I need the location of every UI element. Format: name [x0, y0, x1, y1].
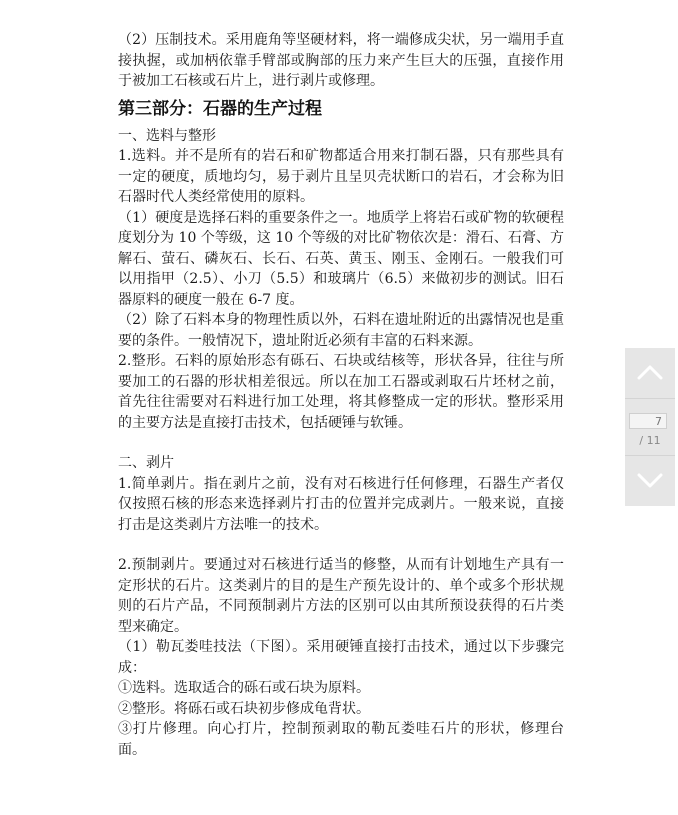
paragraph: 1.选料。并不是所有的岩石和矿物都适合用来打制石器，只有那些具有一定的硬度，质地均匀，易于剥片且呈贝壳状断口的岩石，才会称为旧石器时代人类经常使用的原料。	[118, 148, 564, 205]
next-page-button[interactable]	[625, 456, 675, 506]
document-body	[118, 30, 564, 760]
paragraph: （1）硬度是选择石料的重要条件之一。地质学上将岩石或矿物的软硬程度划分为 10 个等级，这 10 个等级的对比矿物依次是：滑石、石膏、方解石、萤石、磷灰石、长石、石英、黄玉、刚玉、金刚石。一般我们可以用指甲（2.5）、小刀（5.5）和玻璃片（6.5）来做初步的测试。旧石器原料的硬度一般在 6-7 度。	[118, 209, 564, 308]
section-heading: 第三部分：石器的生产过程	[118, 98, 322, 119]
chevron-up-icon	[637, 362, 663, 382]
previous-page-button[interactable]	[625, 348, 675, 398]
current-page-input[interactable]: 7	[629, 413, 667, 429]
subsection-heading: 二、剥片	[118, 455, 174, 471]
spacer	[118, 535, 564, 555]
list-item: ③打片修理。向心打片，控制预剥取的勒瓦娄哇石片的形状，修理台面。	[118, 721, 564, 758]
page-indicator	[625, 398, 675, 456]
spacer	[118, 433, 564, 453]
chevron-down-icon	[637, 470, 663, 490]
paragraph: 1.简单剥片。指在剥片之前，没有对石核进行任何修理，石器生产者仅仅按照石核的形态来选择剥片打击的位置并完成剥片。一般来说，直接打击是这类剥片方法唯一的技术。	[118, 475, 564, 533]
paragraph: 2.预制剥片。要通过对石核进行适当的修整，从而有计划地生产具有一定形状的石片。这类剥片的目的是生产预先设计的、单个或多个形状规则的石片产品，不同预制剥片方法的区别可以由其所预设获得的石片类型来确定。	[118, 557, 564, 635]
subsection-heading: 一、选料与整形	[118, 127, 216, 144]
total-pages-label: / 11	[639, 434, 661, 447]
paragraph: 2.整形。石料的原始形态有砾石、石块或结核等，形状各异，往往与所要加工的石器的形状相差很远。所以在加工石器或剥取石片坯材之前，首先往往需要对石料进行加工处理，将其修整成一定的形状。整形采用的主要方法是直接打击技术，包括硬锤与软锤。	[118, 353, 564, 431]
list-item: ②整形。将砾石或石块初步修成龟背状。	[118, 700, 370, 717]
list-item: ①选料。选取适合的砾石或石块为原料。	[118, 680, 370, 696]
paragraph: （2）压制技术。采用鹿角等坚硬材料，将一端修成尖状，另一端用手直接执握，或加柄依靠手臂部或胸部的压力来产生巨大的压强，直接作用于被加工石核或石片上，进行剥片或修理。	[118, 32, 564, 89]
paragraph: （2）除了石料本身的物理性质以外，石料在遗址附近的出露情况也是重要的条件。一般情况下，遗址附近必须有丰富的石料来源。	[118, 312, 564, 349]
paragraph: （1）勒瓦娄哇技法（下图）。采用硬锤直接打击技术，通过以下步骤完成：	[118, 639, 564, 676]
page-navigator	[625, 348, 675, 506]
